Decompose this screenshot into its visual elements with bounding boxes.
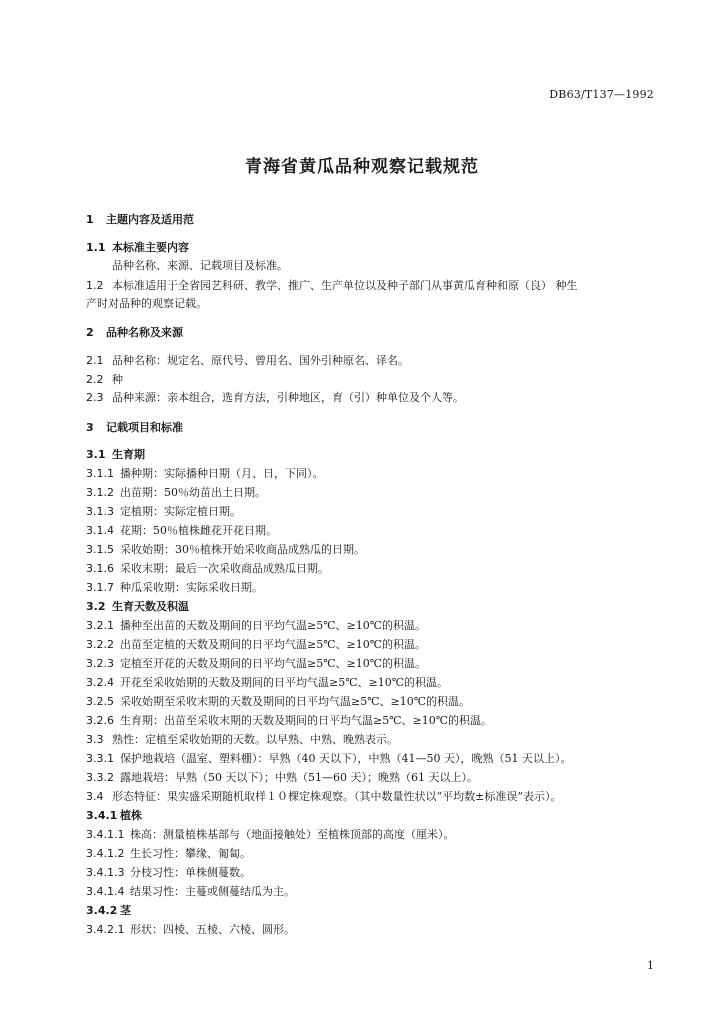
clause-number: 3.2.1: [86, 619, 114, 632]
clause-number: 3: [86, 421, 94, 434]
text-line: [86, 523, 656, 539]
clause-number: 1: [86, 213, 94, 226]
clause-number: 3.4.1.1: [86, 828, 125, 841]
text-line: [86, 751, 656, 767]
clause-text: 品种名称：规定名、原代号、曾用名、国外引种原名、译名。: [112, 354, 409, 367]
section-heading: [86, 808, 656, 824]
text-line: [86, 466, 656, 482]
clause-text: 本标准适用于全省园艺科研、教学、推广、生产单位以及种子部门从事黄瓜育种和原（良） 种生: [112, 279, 578, 292]
clause-text: 定植至开花的天数及期间的日平均气温≥5℃、≥10℃的积温。: [120, 657, 427, 670]
clause-text: 株高：测量植株基部与（地面接触处）至植株顶部的高度（厘米）。: [130, 828, 455, 841]
section-heading: [86, 212, 656, 228]
clause-text: 花期：50％植株雌花开花日期。: [120, 524, 277, 537]
text-line: [86, 865, 656, 881]
clause-number: 3.1.6: [86, 562, 114, 575]
clause-number: 3.1.7: [86, 581, 114, 594]
text-line: [86, 390, 656, 406]
clause-number: 3.1: [86, 448, 106, 461]
clause-number: 3.1.5: [86, 543, 114, 556]
section-heading: [86, 240, 656, 256]
clause-number: 3.1.3: [86, 505, 114, 518]
clause-text: 结果习性：主蔓或侧蔓结瓜为主。: [130, 885, 295, 898]
clause-number: 2.1: [86, 354, 104, 367]
text-line: [86, 713, 656, 729]
clause-text: 植株: [120, 809, 142, 822]
clause-text: 生育期：出苗至采收末期的天数及期间的日平均气温≥5℃、≥10℃的积温。: [120, 714, 493, 727]
clause-text: 采收末期：最后一次采收商品成熟瓜日期。: [120, 562, 329, 575]
clause-number: 3.2.4: [86, 676, 114, 689]
page-number: 1: [647, 959, 654, 972]
clause-number: 3.4.1: [86, 809, 118, 822]
clause-text: 播种期：实际播种日期（月、日，下同）。: [120, 467, 324, 480]
text-line: [112, 258, 682, 274]
clause-number: 2: [86, 326, 94, 339]
clause-text: 形态特征：果实盛采期随机取样１０棵定株观察。（其中数量性状以“平均数±标准误”表示）。: [112, 790, 562, 803]
clause-text: 播种至出苗的天数及期间的日平均气温≥5℃、≥10℃的积温。: [120, 619, 427, 632]
clause-text: 熟性：定植至采收始期的天数。以早熟、中熟、晚熟表示。: [112, 733, 398, 746]
clause-number: 3.3: [86, 733, 104, 746]
clause-number: 2.2: [86, 373, 104, 386]
section-heading: [86, 447, 656, 463]
text-line: [86, 561, 656, 577]
clause-number: 3.4: [86, 790, 104, 803]
clause-text: 本标准主要内容: [112, 241, 189, 254]
clause-text: 分枝习性：单株侧蔓数。: [130, 866, 251, 879]
text-line: [86, 580, 656, 596]
clause-number: 3.3.1: [86, 752, 114, 765]
clause-text: 开花至采收始期的天数及期间的日平均气温≥5℃、≥10℃的积温。: [120, 676, 449, 689]
clause-text: 生育天数及积温: [112, 600, 189, 613]
clause-number: 3.2.5: [86, 695, 114, 708]
clause-text: 生育期: [112, 448, 145, 461]
section-heading: [86, 325, 656, 341]
clause-number: 3.4.2.1: [86, 923, 125, 936]
clause-text: 出苗至定植的天数及期间的日平均气温≥5℃、≥10℃的积温。: [120, 638, 427, 651]
text-line: [86, 278, 656, 294]
text-line: [86, 675, 656, 691]
clause-number: 3.3.2: [86, 771, 114, 784]
clause-text: 产时对品种的观察记载。: [86, 297, 207, 310]
text-line: [86, 504, 656, 520]
clause-number: 1.2: [86, 279, 104, 292]
text-line: [86, 827, 656, 843]
text-line: [86, 618, 656, 634]
text-line: [86, 770, 656, 786]
clause-number: 3.4.1.3: [86, 866, 125, 879]
section-heading: [86, 599, 656, 615]
text-line: [86, 922, 656, 938]
document-title: 青海省黄瓜品种观察记载规范: [245, 157, 479, 177]
clause-number: 3.1.2: [86, 486, 114, 499]
clause-text: 生长习性：攀缘、匍匐。: [130, 847, 251, 860]
text-line: [86, 372, 656, 388]
text-line: [86, 656, 656, 672]
text-line: [86, 485, 656, 501]
text-line: [86, 789, 656, 805]
clause-number: 3.2.6: [86, 714, 114, 727]
clause-text: 种: [112, 373, 123, 386]
clause-text: 记载项目和标准: [106, 421, 183, 434]
clause-text: 露地栽培：早熟（50 天以下）；中熟（51—60 天）；晚熟（61 天以上）。: [120, 771, 478, 784]
clause-text: 采收始期：30％植株开始采收商品成熟瓜的日期。: [120, 543, 365, 556]
clause-text: 定植期：实际定植日期。: [120, 505, 241, 518]
text-line: [86, 637, 656, 653]
clause-text: 种瓜采收期：实际采收日期。: [120, 581, 263, 594]
clause-number: 3.2.2: [86, 638, 114, 651]
text-line: [86, 884, 656, 900]
section-heading: [86, 903, 656, 919]
clause-text: 品种名称、来源、记载项目及标准。: [112, 259, 288, 272]
text-line: [86, 846, 656, 862]
clause-number: 3.4.2: [86, 904, 118, 917]
text-line: [86, 732, 656, 748]
standard-code: DB63/T137—1992: [549, 88, 654, 101]
clause-number: 3.2: [86, 600, 106, 613]
clause-number: 2.3: [86, 391, 104, 404]
text-line: [86, 694, 656, 710]
clause-text: 主题内容及适用范: [106, 213, 194, 226]
clause-number: 3.1.4: [86, 524, 114, 537]
clause-text: 茎: [120, 904, 131, 917]
clause-number: 3.1.1: [86, 467, 114, 480]
clause-text: 品种名称及来源: [106, 326, 183, 339]
clause-text: 保护地栽培（温室、塑料棚）：早熟（40 天以下），中熟（41—50 天），晚熟（51 天以上）。: [120, 752, 572, 765]
section-heading: [86, 420, 656, 436]
clause-text: 出苗期：50％幼苗出土日期。: [120, 486, 266, 499]
text-line: [86, 353, 656, 369]
clause-number: 3.4.1.2: [86, 847, 125, 860]
clause-text: 采收始期至采收末期的天数及期间的日平均气温≥5℃、≥10℃的积温。: [120, 695, 471, 708]
clause-text: 形状：四棱、五棱、六棱、圆形。: [130, 923, 295, 936]
clause-number: 1.1: [86, 241, 106, 254]
text-line: [86, 542, 656, 558]
clause-number: 3.4.1.4: [86, 885, 125, 898]
clause-number: 3.2.3: [86, 657, 114, 670]
clause-text: 品种来源：亲本组合，选育方法，引种地区，育（引）种单位及个人等。: [112, 391, 464, 404]
text-line: [86, 296, 656, 312]
